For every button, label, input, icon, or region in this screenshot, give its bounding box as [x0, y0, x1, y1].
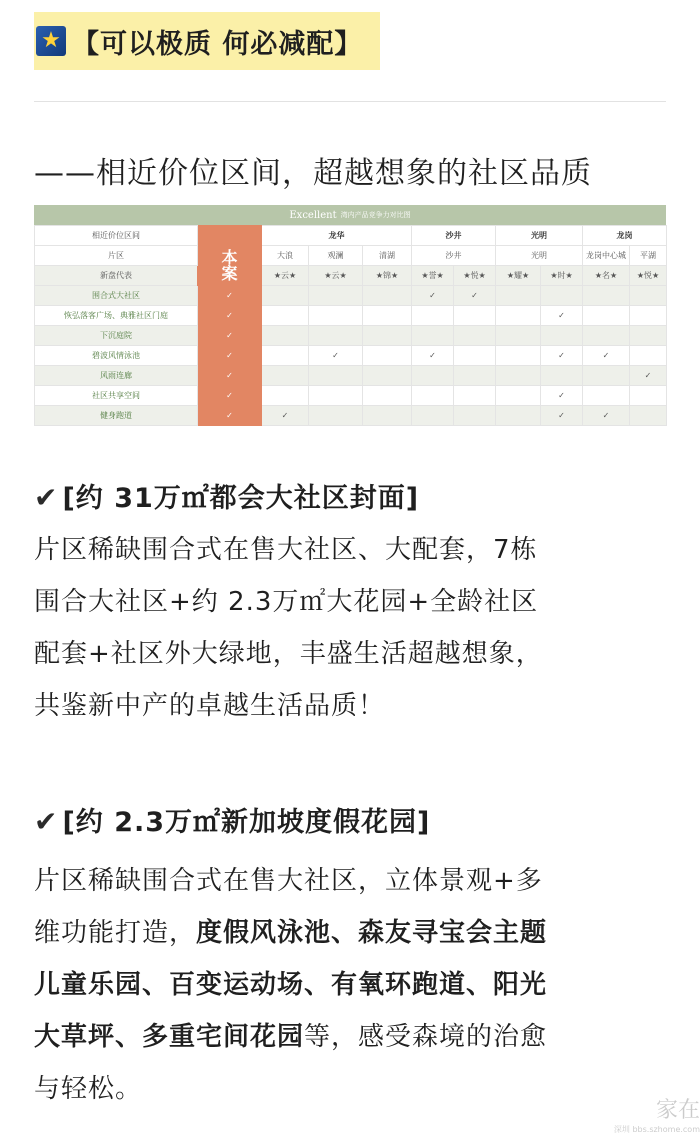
- check-cell: [412, 406, 454, 426]
- check-cell: [496, 366, 541, 386]
- table-row: [35, 346, 667, 366]
- check-cell: [363, 326, 412, 346]
- self-check-cell: ✓: [198, 306, 262, 326]
- project-cell: ★耀★: [496, 266, 541, 286]
- subtitle: ——相近价位区间，超越想象的社区品质: [34, 156, 592, 191]
- check-cell: [262, 286, 309, 306]
- self-check-cell: ✓: [198, 326, 262, 346]
- check-cell: [363, 366, 412, 386]
- self-check-cell: ✓: [198, 366, 262, 386]
- check-cell: [309, 406, 363, 426]
- check-cell: [541, 326, 583, 346]
- check-cell: [583, 366, 630, 386]
- section2-line: [34, 907, 674, 959]
- section2-line: 与轻松。: [34, 1074, 143, 1104]
- site-watermark: [600, 1093, 700, 1135]
- watermark-subtext: 深圳 bbs.szhome.com: [613, 1125, 700, 1134]
- check-cell: [541, 366, 583, 386]
- watermark-text: 家在: [655, 1098, 700, 1123]
- table-row: [35, 406, 667, 426]
- project-cell: ★时★: [541, 266, 583, 286]
- section2-line: [34, 1011, 674, 1063]
- check-cell: ✓: [541, 306, 583, 326]
- check-cell: [412, 386, 454, 406]
- self-check-cell: ✓: [198, 386, 262, 406]
- check-cell: ✓: [541, 386, 583, 406]
- self-check-cell: ✓: [198, 346, 262, 366]
- check-cell: [630, 386, 667, 406]
- table-row: [35, 286, 667, 306]
- checkmark-icon: ✔: [34, 805, 59, 838]
- project-cell: ★名★: [583, 266, 630, 286]
- section1-line: 配套+社区外大绿地，丰盛生活超越想象，: [34, 639, 543, 669]
- heading-text: 【可以极质 何必减配】: [72, 28, 363, 60]
- project-cell: ★云★: [309, 266, 363, 286]
- check-cell: ✓: [262, 406, 309, 426]
- section2-paragraph: [34, 855, 674, 1115]
- check-cell: [496, 406, 541, 426]
- check-cell: [496, 286, 541, 306]
- check-cell: [262, 306, 309, 326]
- section2-line: 片区稀缺围合式在售大社区，立体景观+多: [34, 866, 543, 896]
- section2-text: 等，感受森境的治愈: [304, 1022, 548, 1052]
- feature-label: 风雨连廊: [35, 366, 198, 386]
- section1-line: 围合大社区+约 2.3万㎡大花园+全龄社区: [34, 587, 539, 617]
- section2-title-text: [约 2.3万㎡新加坡度假花园]: [62, 807, 431, 838]
- feature-label: 恢弘落客广场、典雅社区门庭: [35, 306, 198, 326]
- check-cell: ✓: [412, 286, 454, 306]
- check-cell: [262, 366, 309, 386]
- area-header: 平湖: [630, 246, 667, 266]
- divider: [34, 101, 666, 102]
- check-cell: [583, 286, 630, 306]
- feature-label: 围合式大社区: [35, 286, 198, 306]
- area-header: 大浪: [262, 246, 309, 266]
- section1-title-text: [约 31万㎡都会大社区封面]: [62, 483, 420, 514]
- check-cell: [541, 286, 583, 306]
- area-header: 清湖: [363, 246, 412, 266]
- check-cell: [363, 286, 412, 306]
- check-cell: [412, 326, 454, 346]
- table-row: [35, 226, 667, 246]
- section1-line: 片区稀缺围合式在售大社区、大配套，7栋: [34, 535, 538, 565]
- project-cell: ★悦★: [454, 266, 496, 286]
- check-cell: [309, 366, 363, 386]
- check-cell: [496, 346, 541, 366]
- check-cell: [496, 326, 541, 346]
- check-cell: [454, 326, 496, 346]
- self-column-cell: [198, 226, 262, 246]
- project-cell: ★云★: [262, 266, 309, 286]
- row-label: 相近价位区间: [35, 226, 198, 246]
- check-cell: [363, 306, 412, 326]
- area-header: 沙井: [412, 246, 496, 266]
- area-header: 光明: [496, 246, 583, 266]
- check-cell: ✓: [541, 346, 583, 366]
- check-cell: [630, 306, 667, 326]
- table-row: [35, 266, 667, 286]
- check-cell: [412, 366, 454, 386]
- section2-text: 维功能打造，: [34, 918, 197, 948]
- check-cell: ✓: [583, 346, 630, 366]
- region-header: 龙岗: [583, 226, 667, 246]
- section1-title: [34, 476, 419, 515]
- check-cell: [583, 386, 630, 406]
- banner-subtitle: 湾内产品竞争力对比图: [340, 211, 411, 219]
- section2-highlight: 大草坪、多重宅间花园: [34, 1022, 305, 1052]
- check-cell: [454, 306, 496, 326]
- check-cell: [363, 346, 412, 366]
- self-check-cell: ✓: [198, 286, 262, 306]
- check-cell: [496, 386, 541, 406]
- check-cell: [412, 306, 454, 326]
- check-cell: ✓: [309, 346, 363, 366]
- check-cell: [583, 326, 630, 346]
- section2-line: [34, 959, 674, 1011]
- check-cell: [309, 386, 363, 406]
- check-cell: [309, 326, 363, 346]
- check-cell: [496, 306, 541, 326]
- check-cell: [454, 406, 496, 426]
- check-cell: [630, 406, 667, 426]
- check-cell: ✓: [412, 346, 454, 366]
- section1-paragraph: [34, 524, 674, 732]
- project-cell: ★锦★: [363, 266, 412, 286]
- check-cell: [630, 346, 667, 366]
- table-row: [35, 326, 667, 346]
- feature-label: 碧波风情泳池: [35, 346, 198, 366]
- check-cell: [454, 386, 496, 406]
- check-cell: [309, 306, 363, 326]
- section-heading: [34, 12, 380, 70]
- check-cell: [583, 306, 630, 326]
- check-cell: [454, 346, 496, 366]
- table-row: [35, 306, 667, 326]
- feature-label: 社区共享空间: [35, 386, 198, 406]
- table-row: [35, 246, 667, 266]
- check-cell: [630, 326, 667, 346]
- check-cell: [454, 366, 496, 386]
- comparison-table: [34, 205, 666, 420]
- check-cell: ✓: [583, 406, 630, 426]
- check-cell: ✓: [454, 286, 496, 306]
- feature-label: 下沉庭院: [35, 326, 198, 346]
- check-cell: [309, 286, 363, 306]
- self-label: 本案: [198, 246, 262, 286]
- check-cell: [363, 386, 412, 406]
- section2-highlight: 儿童乐园、百变运动场、有氧环跑道、阳光: [34, 970, 548, 1000]
- section2-title: [34, 800, 430, 839]
- project-cell: ★悦★: [630, 266, 667, 286]
- row-label: 新盘代表: [35, 266, 198, 286]
- section1-line: 共鉴新中产的卓越生活品质！: [34, 691, 386, 721]
- section2-highlight: 度假风泳池、森友寻宝会主题: [196, 918, 548, 948]
- area-header: 观澜: [309, 246, 363, 266]
- row-label: 片区: [35, 246, 198, 266]
- self-check-cell: ✓: [198, 406, 262, 426]
- check-cell: [262, 386, 309, 406]
- table-row: [35, 366, 667, 386]
- feature-label: 健身跑道: [35, 406, 198, 426]
- check-cell: ✓: [541, 406, 583, 426]
- comparison-grid: [34, 225, 667, 426]
- region-header: 光明: [496, 226, 583, 246]
- check-cell: [262, 326, 309, 346]
- comparison-banner: [34, 205, 666, 225]
- table-row: [35, 386, 667, 406]
- region-header: 龙华: [262, 226, 412, 246]
- check-cell: [630, 286, 667, 306]
- checkmark-icon: ✔: [34, 481, 59, 514]
- banner-title: Excellent: [289, 209, 337, 221]
- region-header: 沙井: [412, 226, 496, 246]
- check-cell: [363, 406, 412, 426]
- area-header: 龙岗中心城: [583, 246, 630, 266]
- project-cell: ★誉★: [412, 266, 454, 286]
- check-cell: [262, 346, 309, 366]
- star-icon: ★: [36, 26, 66, 56]
- check-cell: ✓: [630, 366, 667, 386]
